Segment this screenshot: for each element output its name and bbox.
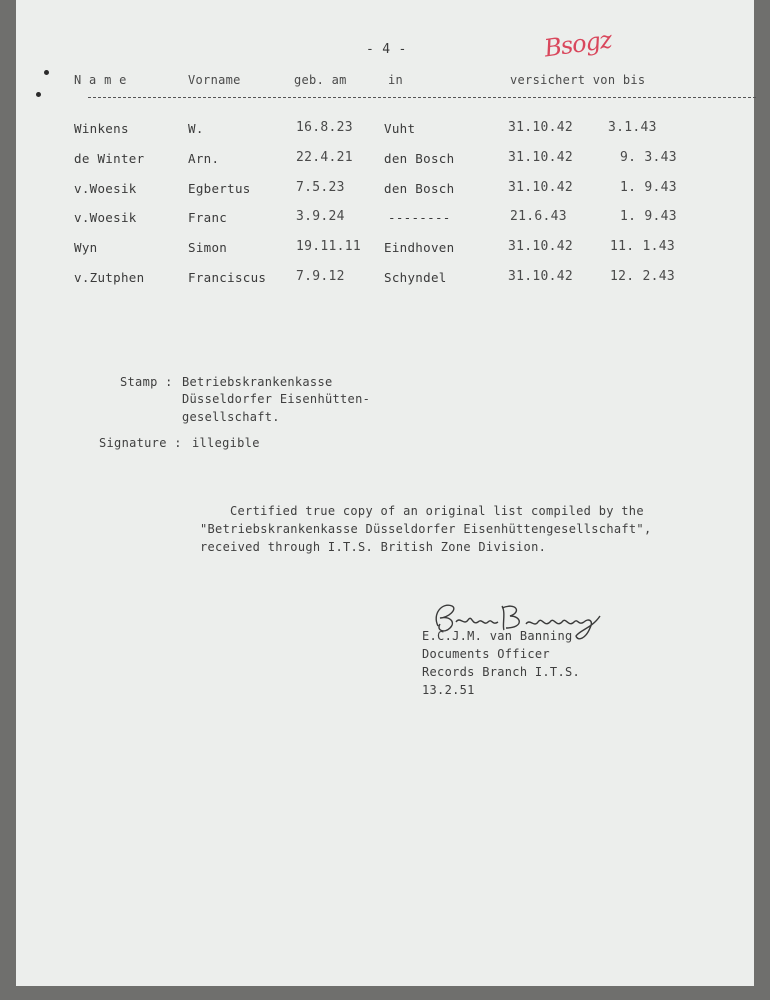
cell-vorname: Arn.	[188, 151, 220, 166]
stamp-label: Stamp :	[120, 375, 173, 389]
officer-title: Documents Officer	[422, 647, 550, 661]
cell-bis: 1. 9.43	[620, 180, 677, 195]
certification-line: Certified true copy of an original list compiled by the	[230, 504, 644, 518]
cell-bis: 12. 2.43	[610, 269, 676, 284]
signature-value: illegible	[192, 436, 260, 450]
archive-stamp: Bsogz	[542, 25, 614, 63]
cell-geb: 3.9.24	[296, 209, 345, 224]
header-vorname: Vorname	[188, 73, 241, 87]
cell-vorname: Egbertus	[188, 181, 251, 196]
header-name: N a m e	[74, 73, 127, 87]
stamp-line: gesellschaft.	[182, 410, 280, 424]
cell-von: 31.10.42	[508, 180, 574, 195]
cell-in: den Bosch	[384, 181, 455, 196]
header-in: in	[388, 73, 404, 87]
certification-line: received through I.T.S. British Zone Division.	[200, 540, 547, 554]
cell-geb: 16.8.23	[296, 120, 353, 135]
stamp-line: Düsseldorfer Eisenhütten-	[182, 392, 371, 406]
certification-line: "Betriebskrankenkasse Düsseldorfer Eisenhüttengesellschaft",	[200, 522, 652, 536]
cell-geb: 19.11.11	[296, 239, 362, 254]
cell-vorname: Franciscus	[188, 270, 267, 285]
page-number: - 4 -	[366, 42, 407, 57]
cell-in: Schyndel	[384, 270, 447, 285]
cell-von: 31.10.42	[508, 120, 574, 135]
officer-date: 13.2.51	[422, 683, 475, 697]
cell-von: 21.6.43	[510, 209, 567, 224]
officer-branch: Records Branch I.T.S.	[422, 665, 581, 679]
cell-in: den Bosch	[384, 151, 455, 166]
header-divider	[88, 97, 756, 98]
cell-von: 31.10.42	[508, 239, 574, 254]
officer-name: E.C.J.M. van Banning	[422, 629, 573, 643]
cell-bis: 11. 1.43	[610, 239, 676, 254]
cell-bis: 3.1.43	[608, 120, 657, 135]
cell-name: de Winter	[74, 151, 145, 166]
cell-vorname: W.	[188, 121, 204, 136]
cell-geb: 7.5.23	[296, 180, 345, 195]
header-versichert: versichert von bis	[510, 73, 646, 87]
cell-in: --------	[388, 210, 451, 225]
cell-geb: 22.4.21	[296, 150, 353, 165]
cell-geb: 7.9.12	[296, 269, 345, 284]
document-page	[16, 0, 754, 986]
cell-name: v.Woesik	[74, 210, 137, 225]
stamp-line: Betriebskrankenkasse	[182, 375, 333, 389]
header-geb: geb. am	[294, 73, 347, 87]
cell-in: Vuht	[384, 121, 416, 136]
cell-name: v.Zutphen	[74, 270, 145, 285]
cell-vorname: Franc	[188, 210, 228, 225]
signature-label: Signature :	[99, 436, 182, 450]
cell-von: 31.10.42	[508, 269, 574, 284]
cell-bis: 9. 3.43	[620, 150, 677, 165]
punch-hole-bottom	[36, 92, 41, 97]
cell-vorname: Simon	[188, 240, 228, 255]
punch-hole-top	[44, 70, 49, 75]
cell-in: Eindhoven	[384, 240, 455, 255]
cell-name: Winkens	[74, 121, 129, 136]
cell-von: 31.10.42	[508, 150, 574, 165]
cell-bis: 1. 9.43	[620, 209, 677, 224]
cell-name: v.Woesik	[74, 181, 137, 196]
cell-name: Wyn	[74, 240, 98, 255]
